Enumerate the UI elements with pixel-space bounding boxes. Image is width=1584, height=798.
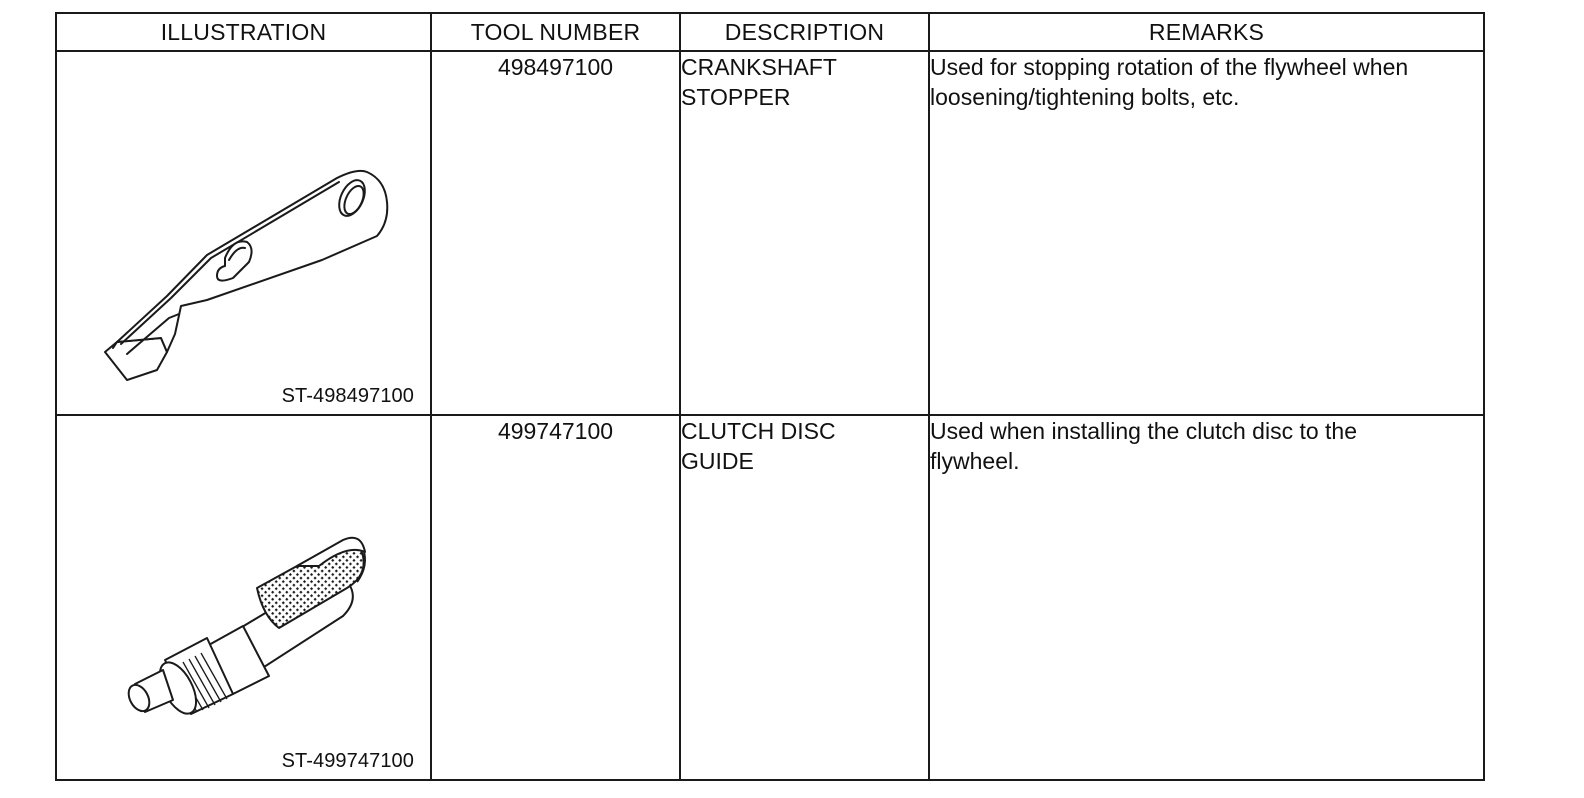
description-line: CLUTCH DISC — [681, 418, 836, 444]
special-tools-table — [55, 12, 1485, 781]
illustration-cell — [56, 51, 431, 415]
table-row — [56, 415, 1484, 780]
tool-number: 499747100 — [497, 418, 614, 444]
description-cell — [680, 51, 929, 415]
header-description: DESCRIPTION — [680, 13, 929, 51]
description-cell — [680, 415, 929, 780]
remarks-cell — [929, 415, 1484, 780]
crankshaft-stopper-icon — [57, 52, 430, 414]
tool-number: 498497100 — [497, 54, 614, 80]
header-illustration: ILLUSTRATION — [56, 13, 431, 51]
table-row — [56, 51, 1484, 415]
remarks-line: Used when installing the clutch disc to the — [930, 418, 1358, 444]
tool-number-cell — [431, 51, 680, 415]
remarks-cell — [929, 51, 1484, 415]
illustration-cell — [56, 415, 431, 780]
remarks-line: Used for stopping rotation of the flywheel when — [930, 54, 1409, 80]
header-remarks: REMARKS — [929, 13, 1484, 51]
description-line: STOPPER — [681, 84, 791, 110]
tool-number-cell — [431, 415, 680, 780]
remarks-line: loosening/tightening bolts, etc. — [930, 84, 1240, 110]
illustration-code: ST-498497100 — [281, 385, 414, 407]
description-line: GUIDE — [681, 448, 754, 474]
header-tool-number: TOOL NUMBER — [431, 13, 680, 51]
illustration-code: ST-499747100 — [281, 750, 414, 772]
clutch-disc-guide-icon — [57, 416, 430, 779]
header-row — [56, 13, 1484, 51]
remarks-line: flywheel. — [930, 448, 1020, 474]
description-line: CRANKSHAFT — [681, 54, 837, 80]
